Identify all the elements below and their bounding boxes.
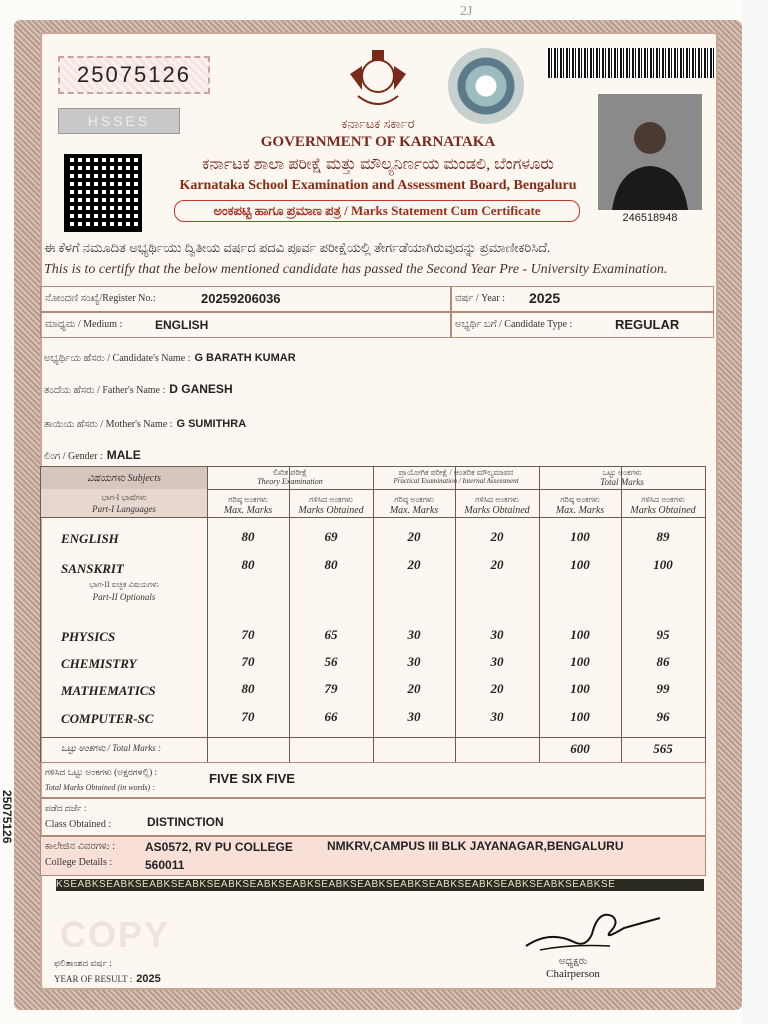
gender-value: MALE	[106, 448, 141, 462]
copy-watermark: COPY	[60, 914, 171, 955]
security-text-strip: KSEABKSEABKSEABKSEABKSEABKSEABKSEABKSEABKSEABKSEABKSEABKSEABKSEABKSEABKSEABKSE	[56, 879, 704, 891]
theory-header: Theory Examination	[257, 477, 323, 486]
side-serial-number: 25075126	[0, 790, 14, 844]
hologram-seal-icon	[448, 48, 524, 124]
register-cell: ನೋಂದಣಿ ಸಂಖ್ಯೆ/Register No.: 20259206036	[40, 286, 452, 312]
part2-header: Part-II Optionals	[92, 592, 156, 602]
theory-max-header: Max. Marks	[223, 505, 273, 516]
person-photo-icon	[598, 94, 702, 210]
subject-chemistry: CHEMISTRY	[61, 656, 137, 671]
total-obtained-header: Marks Obtained	[630, 505, 696, 516]
college-code-name: AS0572, RV PU COLLEGE	[145, 840, 293, 854]
exam-year: 2025	[529, 290, 561, 306]
part1-header: Part-I Languages	[92, 504, 156, 514]
govt-title: GOVERNMENT OF KARNATAKA	[260, 134, 496, 150]
marks-in-words: FIVE SIX FIVE	[209, 771, 295, 786]
year-cell: ವರ್ಷ / Year : 2025	[450, 286, 714, 312]
barcode-icon	[548, 48, 716, 78]
certificate-title: ಅಂಕಪಟ್ಟಿ ಹಾಗೂ ಪ್ರಮಾಣ ಪತ್ರ / Marks Statement Cum Certificate	[174, 200, 580, 222]
mother-name: G SUMITHRA	[176, 418, 247, 430]
chairperson-title: Chairperson	[546, 968, 600, 980]
subjects-header: ವಿಷಯಗಳು Subjects	[87, 473, 161, 484]
govt-title-kannada: ಕರ್ನಾಟಕ ಸರ್ಕಾರ	[341, 116, 415, 131]
scan-margin	[742, 0, 768, 1024]
result-year: 2025	[136, 973, 161, 985]
candidate-name: G BARATH KUMAR	[194, 352, 296, 364]
certify-text-kannada: ಈ ಕೆಳಗೆ ನಮೂದಿತ ಅಭ್ಯರ್ಥಿಯು ದ್ವಿತೀಯ ವರ್ಷದ ಪದವಿ ಪೂರ್ವ ಪರೀಕ್ಷೆಯಲ್ಲಿ ತೇರ್ಗಡೆಯಾಗಿರುವುದನ್ನು ಪ್ರಮಾಣೀಕರಿಸಿದೆ.	[44, 240, 551, 255]
subject-sanskrit: SANSKRIT	[61, 561, 124, 576]
gender-row: ಲಿಂಗ / Gender : MALE	[44, 448, 141, 462]
board-name: Karnataka School Examination and Assessment Board, Bengaluru	[179, 178, 577, 193]
marks-in-words-box: ಗಳಿಸಿದ ಒಟ್ಟು ಅಂಕಗಳು (ಅಕ್ಷರಗಳಲ್ಲಿ) : Total Marks Obtained (in words) : FIVE SIX FIVE	[40, 762, 706, 798]
candidate-photo	[598, 94, 702, 210]
college-address: NMKRV,CAMPUS III BLK JAYANAGAR,BENGALURU	[327, 839, 624, 853]
certify-text: This is to certify that the below mentioned candidate has passed the Second Year Pre - University Examination.	[44, 262, 668, 277]
total-max-header: Max. Marks	[555, 505, 605, 516]
subject-mathematics: MATHEMATICS	[61, 683, 156, 698]
theory-obtained-header: Marks Obtained	[298, 505, 364, 516]
photo-id: 246518948	[622, 212, 678, 224]
subject-computer-science: COMPUTER-SC	[61, 711, 154, 726]
candidate-type: REGULAR	[615, 317, 680, 332]
medium-cell: ಮಾಧ್ಯಮ / Medium : ENGLISH	[40, 312, 452, 338]
qr-code-icon	[64, 154, 142, 232]
total-marks-label: ಒಟ್ಟು ಅಂಕಗಳು / Total Marks :	[61, 743, 161, 753]
candidate-type-cell: ಅಭ್ಯರ್ಥಿ ಬಗೆ / Candidate Type : REGULAR	[450, 312, 714, 338]
serial-number: 25075126	[58, 56, 210, 94]
college-details-box: ಕಾಲೇಜಿನ ವಿವರಗಳು : College Details : AS0572, RV PU COLLEGE NMKRV,CAMPUS III BLK JAYANAGAR,BENGALURU 560011	[40, 836, 706, 876]
grand-total-obtained: 565	[653, 741, 673, 756]
total-header: Total Marks	[600, 477, 644, 487]
class-box: ಪಡೆದ ದರ್ಜೆ : Class Obtained : DISTINCTION	[40, 798, 706, 836]
college-pincode: 560011	[145, 858, 185, 872]
mother-name-row: ತಾಯಿಯ ಹೆಸರು / Mother's Name : G SUMITHRA	[44, 418, 247, 430]
handwritten-mark: 2J	[460, 4, 473, 19]
result-year-row: ಫಲಿತಾಂಶದ ವರ್ಷ : YEAR OF RESULT : 2025	[54, 958, 161, 985]
marks-table: ವಿಷಯಗಳು Subjects ಲಿಖಿತ ಪರೀಕ್ಷೆ Theory Examination ಪ್ರಾಯೋಗಿಕ ಪರೀಕ್ಷೆ / ಆಂತರಿಕ ಮೌಲ್ಯಮಾಪನ Practical Examination / Internal Assessment ಒಟ್ಟು ಅಂಕಗಳು Total Marks ಭಾಗ-I ಭಾಷೆಗಳು Part-I Languages ಗರಿಷ್ಠ ಅಂಕಗಳು Max. Marks ಗಳಿಸಿದ ಅಂಕಗಳು Marks Obtained ಗರಿಷ್ಠ ಅಂಕಗಳು Max. Marks ಗಳಿಸಿದ ಅಂಕಗಳು Marks Obtained ಗರಿಷ್ಠ ಅಂಕಗಳು Max. Marks ಗಳಿಸಿದ ಅಂಕಗಳು Marks Obtained ENGLISH 80 69 20 20 100 89 SANSKRIT 80 80 20 20 100 100 ಭಾಗ-II ಐಚ್ಛಿಕ ವಿಷಯಗಳು Part-II Optionals PHYSICS 70 65 30 30 100 95 CHEMISTRY 70 56 30 30 100 86 MATHEMATICS 80 79 20 20 100 99 COMPUTER-SC 70 66 30 30 100 96 ಒಟ್ಟು ಅಂಕಗಳು / Total Marks : 600 565	[40, 466, 706, 763]
practical-max-header: Max. Marks	[389, 505, 439, 516]
chairperson-signature-icon	[520, 896, 670, 956]
security-strip: HSSES	[58, 108, 180, 134]
class-obtained: DISTINCTION	[147, 815, 224, 829]
medium-value: ENGLISH	[155, 318, 209, 332]
subject-physics: PHYSICS	[61, 629, 116, 644]
state-emblem-icon	[340, 46, 416, 112]
chairperson-kannada: ಅಧ್ಯಕ್ಷರು	[558, 956, 588, 967]
grand-total-max: 600	[570, 741, 590, 756]
practical-obtained-header: Marks Obtained	[464, 505, 530, 516]
practical-header: Practical Examination / Internal Assessment	[393, 477, 519, 485]
father-name-row: ತಂದೆಯ ಹೆಸರು / Father's Name : D GANESH	[44, 382, 233, 396]
board-name-kannada: ಕರ್ನಾಟಕ ಶಾಲಾ ಪರೀಕ್ಷೆ ಮತ್ತು ಮೌಲ್ಯನಿರ್ಣಯ ಮಂಡಲಿ, ಬೆಂಗಳೂರು	[202, 156, 554, 173]
register-number: 20259206036	[201, 291, 281, 306]
candidate-name-row: ಅಭ್ಯರ್ಥಿಯ ಹೆಸರು / Candidate's Name : G BARATH KUMAR	[44, 352, 296, 364]
subject-english: ENGLISH	[61, 531, 119, 546]
father-name: D GANESH	[169, 382, 233, 396]
